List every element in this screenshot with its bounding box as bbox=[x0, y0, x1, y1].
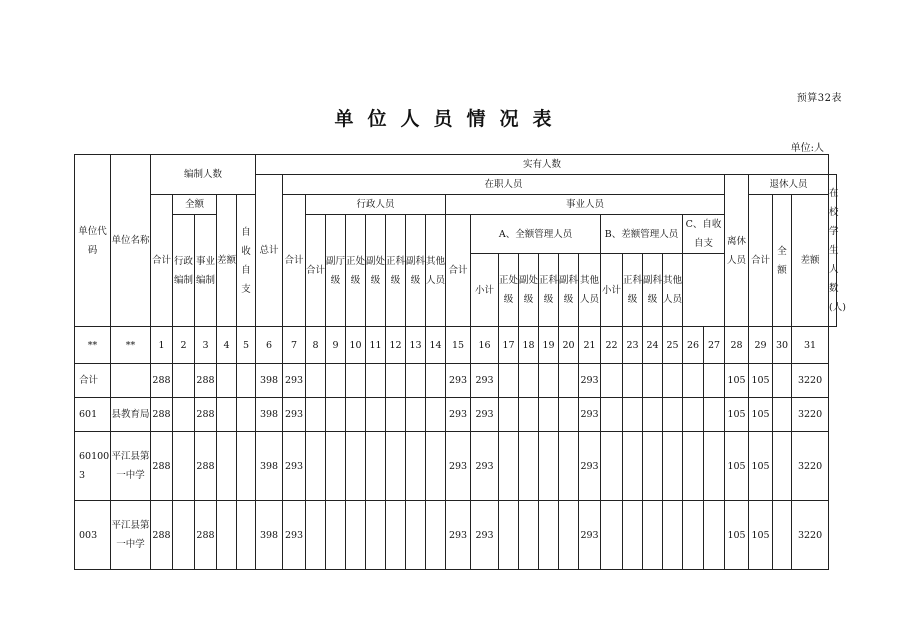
table-cell bbox=[237, 501, 256, 570]
header-xingzheng: 行政人员 bbox=[306, 195, 446, 215]
table-cell bbox=[559, 398, 579, 432]
table-cell bbox=[499, 398, 519, 432]
table-cell: 4 bbox=[217, 327, 237, 364]
table-cell bbox=[519, 501, 539, 570]
table-cell: 293 bbox=[446, 501, 471, 570]
header-a-xiaoji: 小计 bbox=[471, 254, 499, 327]
table-cell: 3220 bbox=[792, 501, 829, 570]
header-b-qita: 其他人员 bbox=[663, 254, 683, 327]
table-cell bbox=[173, 398, 195, 432]
table-cell bbox=[559, 364, 579, 398]
header-tx-quan-e: 全额 bbox=[773, 195, 792, 327]
table-cell bbox=[217, 398, 237, 432]
table-cell bbox=[326, 364, 346, 398]
table-cell bbox=[386, 501, 406, 570]
table-cell: 3220 bbox=[792, 364, 829, 398]
page-title: 单位人员情况表 bbox=[334, 108, 566, 130]
table-cell: 003 bbox=[75, 501, 111, 570]
table-cell bbox=[704, 432, 725, 501]
table-cell bbox=[237, 432, 256, 501]
header-a-fuchu: 副处级 bbox=[519, 254, 539, 327]
header-sy-heji: 合计 bbox=[446, 215, 471, 327]
table-cell bbox=[306, 501, 326, 570]
table-cell bbox=[366, 501, 386, 570]
table-cell: 29 bbox=[749, 327, 773, 364]
table-cell bbox=[366, 398, 386, 432]
table-row bbox=[75, 501, 837, 570]
table-cell bbox=[643, 398, 663, 432]
table-cell: 601 bbox=[75, 398, 111, 432]
table-cell bbox=[386, 398, 406, 432]
table-cell bbox=[663, 432, 683, 501]
header-b-zhengke: 正科级 bbox=[623, 254, 643, 327]
table-cell bbox=[366, 364, 386, 398]
header-a-fuke: 副科级 bbox=[559, 254, 579, 327]
table-cell bbox=[704, 398, 725, 432]
table-cell bbox=[683, 501, 704, 570]
table-cell bbox=[237, 398, 256, 432]
table-cell bbox=[426, 364, 446, 398]
table-cell: 601003 bbox=[75, 432, 111, 501]
table-cell bbox=[346, 432, 366, 501]
unit-label: 单位:人 bbox=[790, 143, 824, 154]
table-cell: 9 bbox=[326, 327, 346, 364]
table-cell bbox=[773, 501, 792, 570]
table-cell bbox=[773, 398, 792, 432]
table-cell: 288 bbox=[195, 432, 217, 501]
table-cell: 293 bbox=[471, 501, 499, 570]
table-cell: 28 bbox=[725, 327, 749, 364]
table-cell bbox=[601, 432, 623, 501]
table-cell: 21 bbox=[579, 327, 601, 364]
table-cell bbox=[326, 432, 346, 501]
header-xz-zhengchu: 正处级 bbox=[346, 215, 366, 327]
table-cell: 平江县第一中学 bbox=[111, 432, 151, 501]
table-cell bbox=[499, 432, 519, 501]
header-a-zhengchu: 正处级 bbox=[499, 254, 519, 327]
table-cell: 293 bbox=[283, 432, 306, 501]
table-cell: 19 bbox=[539, 327, 559, 364]
header-bz-heji: 合计 bbox=[151, 195, 173, 327]
table-cell: 288 bbox=[151, 432, 173, 501]
header-bz-shiye: 事业编制 bbox=[195, 215, 217, 327]
table-cell bbox=[683, 432, 704, 501]
table-cell: 27 bbox=[704, 327, 725, 364]
table-cell bbox=[217, 432, 237, 501]
table-cell: 105 bbox=[749, 501, 773, 570]
table-cell bbox=[643, 432, 663, 501]
table-cell bbox=[559, 501, 579, 570]
table-cell: 1 bbox=[151, 327, 173, 364]
table-cell: 293 bbox=[471, 364, 499, 398]
table-cell: 6 bbox=[256, 327, 283, 364]
table-cell bbox=[237, 364, 256, 398]
table-row bbox=[75, 364, 837, 398]
table-cell: 288 bbox=[151, 364, 173, 398]
table-cell: 288 bbox=[195, 501, 217, 570]
table-cell: 293 bbox=[579, 398, 601, 432]
table-cell bbox=[539, 398, 559, 432]
table-cell bbox=[663, 364, 683, 398]
table-cell: 17 bbox=[499, 327, 519, 364]
header-bz-zishou: 自收自支 bbox=[237, 195, 256, 327]
table-cell: 105 bbox=[725, 364, 749, 398]
header-lixiu: 离休人员 bbox=[725, 175, 749, 327]
table-cell bbox=[601, 501, 623, 570]
table-cell: 13 bbox=[406, 327, 426, 364]
table-cell bbox=[683, 364, 704, 398]
table-cell bbox=[386, 432, 406, 501]
table-cell: 12 bbox=[386, 327, 406, 364]
table-cell: 30 bbox=[773, 327, 792, 364]
table-cell: 105 bbox=[749, 364, 773, 398]
table-cell: 10 bbox=[346, 327, 366, 364]
table-cell: 398 bbox=[256, 364, 283, 398]
table-cell: 288 bbox=[151, 398, 173, 432]
table-cell: 288 bbox=[195, 398, 217, 432]
table-cell: 18 bbox=[519, 327, 539, 364]
header-students: 在校学生人数(人) bbox=[829, 175, 837, 327]
table-cell: 县教育局 bbox=[111, 398, 151, 432]
header-tuixiu: 退休人员 bbox=[749, 175, 829, 195]
table-cell bbox=[406, 432, 426, 501]
table-cell bbox=[346, 364, 366, 398]
table-cell: 105 bbox=[749, 398, 773, 432]
table-cell bbox=[173, 432, 195, 501]
table-cell bbox=[499, 364, 519, 398]
table-cell bbox=[306, 432, 326, 501]
table-cell bbox=[519, 364, 539, 398]
header-shiyou: 实有人数 bbox=[256, 155, 829, 175]
table-cell: 24 bbox=[643, 327, 663, 364]
table-cell bbox=[663, 501, 683, 570]
table-cell bbox=[386, 364, 406, 398]
table-cell: 3220 bbox=[792, 432, 829, 501]
table-cell bbox=[539, 364, 559, 398]
table-cell bbox=[499, 501, 519, 570]
table-cell bbox=[519, 432, 539, 501]
header-zongji: 总计 bbox=[256, 175, 283, 327]
table-cell: 25 bbox=[663, 327, 683, 364]
table-cell bbox=[704, 501, 725, 570]
staff-table bbox=[74, 154, 846, 570]
table-cell: 31 bbox=[792, 327, 829, 364]
table-cell: 293 bbox=[283, 501, 306, 570]
header-a-group: A、全额管理人员 bbox=[471, 215, 601, 254]
table-cell: 398 bbox=[256, 398, 283, 432]
table-cell: 11 bbox=[366, 327, 386, 364]
header-shiye: 事业人员 bbox=[446, 195, 725, 215]
header-tx-heji: 合计 bbox=[749, 195, 773, 327]
header-unit-code: 单位代码 bbox=[75, 155, 111, 327]
table-cell: 293 bbox=[579, 501, 601, 570]
table-cell: 288 bbox=[151, 501, 173, 570]
header-b-fuke: 副科级 bbox=[643, 254, 663, 327]
table-cell: 16 bbox=[471, 327, 499, 364]
table-cell bbox=[683, 398, 704, 432]
table-cell bbox=[643, 501, 663, 570]
index-row bbox=[75, 327, 837, 364]
table-cell bbox=[643, 364, 663, 398]
table-cell bbox=[623, 364, 643, 398]
header-b-xiaoji: 小计 bbox=[601, 254, 623, 327]
table-cell bbox=[346, 398, 366, 432]
table-cell: 3220 bbox=[792, 398, 829, 432]
table-cell: 293 bbox=[579, 364, 601, 398]
table-cell bbox=[217, 364, 237, 398]
table-cell: 293 bbox=[471, 398, 499, 432]
table-row bbox=[75, 432, 837, 501]
table-cell bbox=[426, 398, 446, 432]
table-cell: 23 bbox=[623, 327, 643, 364]
header-zz-heji: 合计 bbox=[283, 195, 306, 327]
table-cell: 22 bbox=[601, 327, 623, 364]
table-cell bbox=[601, 364, 623, 398]
table-cell bbox=[406, 398, 426, 432]
table-cell bbox=[426, 432, 446, 501]
table-cell bbox=[217, 501, 237, 570]
header-bz-cha-e: 差额 bbox=[217, 195, 237, 327]
header-xz-fuchu: 副处级 bbox=[366, 215, 386, 327]
table-cell: 26 bbox=[683, 327, 704, 364]
header-xz-zhengke: 正科级 bbox=[386, 215, 406, 327]
table-cell: 293 bbox=[446, 398, 471, 432]
table-cell: 293 bbox=[283, 398, 306, 432]
header-c-group: C、自收自支 bbox=[683, 215, 725, 254]
table-cell: 288 bbox=[195, 364, 217, 398]
table-cell: 293 bbox=[446, 432, 471, 501]
table-cell: 293 bbox=[283, 364, 306, 398]
table-cell: 293 bbox=[579, 432, 601, 501]
table-cell bbox=[111, 364, 151, 398]
table-cell bbox=[773, 432, 792, 501]
table-cell: 20 bbox=[559, 327, 579, 364]
header-xz-fuke: 副科级 bbox=[406, 215, 426, 327]
table-cell bbox=[663, 398, 683, 432]
table-cell bbox=[326, 501, 346, 570]
table-cell bbox=[559, 432, 579, 501]
table-cell bbox=[406, 364, 426, 398]
header-xz-futing: 副厅级 bbox=[326, 215, 346, 327]
header-zaizhi: 在职人员 bbox=[283, 175, 725, 195]
table-cell: 3 bbox=[195, 327, 217, 364]
table-cell bbox=[623, 398, 643, 432]
table-row bbox=[75, 398, 837, 432]
table-cell: 14 bbox=[426, 327, 446, 364]
table-cell bbox=[539, 432, 559, 501]
header-a-zhengke: 正科级 bbox=[539, 254, 559, 327]
table-cell: 398 bbox=[256, 501, 283, 570]
table-number: 预算32表 bbox=[796, 93, 842, 104]
table-cell bbox=[366, 432, 386, 501]
table-cell bbox=[173, 364, 195, 398]
header-a-qita: 其他人员 bbox=[579, 254, 601, 327]
table-cell bbox=[519, 398, 539, 432]
table-cell bbox=[346, 501, 366, 570]
table-cell bbox=[306, 364, 326, 398]
table-cell: 合计 bbox=[75, 364, 111, 398]
table-cell: 7 bbox=[283, 327, 306, 364]
table-cell: 293 bbox=[471, 432, 499, 501]
table-cell bbox=[173, 501, 195, 570]
header-b-group: B、差额管理人员 bbox=[601, 215, 683, 254]
table-cell bbox=[539, 501, 559, 570]
table-cell: 398 bbox=[256, 432, 283, 501]
table-cell bbox=[704, 364, 725, 398]
table-cell bbox=[623, 501, 643, 570]
header-tx-cha-e: 差额 bbox=[792, 195, 829, 327]
table-cell: 2 bbox=[173, 327, 195, 364]
table-cell: 15 bbox=[446, 327, 471, 364]
table-cell: 293 bbox=[446, 364, 471, 398]
table-cell: 105 bbox=[749, 432, 773, 501]
table-cell: 8 bbox=[306, 327, 326, 364]
header-xz-heji: 合计 bbox=[306, 215, 326, 327]
table-cell: 105 bbox=[725, 432, 749, 501]
table-cell: 105 bbox=[725, 398, 749, 432]
header-unit-name: 单位名称 bbox=[111, 155, 151, 327]
table-cell bbox=[306, 398, 326, 432]
table-cell bbox=[623, 432, 643, 501]
table-cell: 5 bbox=[237, 327, 256, 364]
header-quan-e: 全额 bbox=[173, 195, 217, 215]
table-cell: 105 bbox=[725, 501, 749, 570]
table-cell bbox=[406, 501, 426, 570]
table-cell bbox=[326, 398, 346, 432]
table-cell: ** bbox=[75, 327, 111, 364]
table-cell: ** bbox=[111, 327, 151, 364]
table-cell: 平江县第一中学 bbox=[111, 501, 151, 570]
table-cell bbox=[773, 364, 792, 398]
header-xz-qita: 其他人员 bbox=[426, 215, 446, 327]
header-bianzhi: 编制人数 bbox=[151, 155, 256, 195]
table-cell bbox=[426, 501, 446, 570]
header-bz-xingzheng: 行政编制 bbox=[173, 215, 195, 327]
table-cell bbox=[601, 398, 623, 432]
